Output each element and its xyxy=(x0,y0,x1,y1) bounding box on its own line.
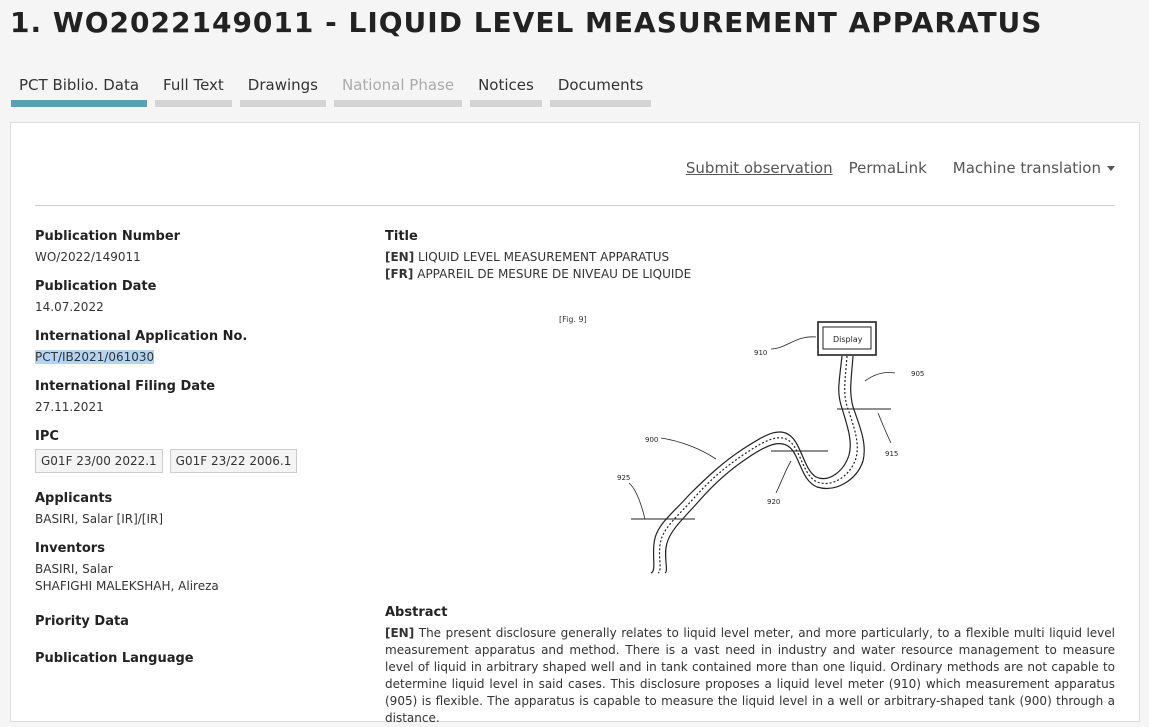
tab-full-text[interactable]: Full Text xyxy=(155,76,232,107)
applicants-label: Applicants xyxy=(35,491,113,506)
leader-905 xyxy=(865,372,895,381)
lang-tag-en: [EN] xyxy=(385,250,415,264)
title-section xyxy=(385,229,1115,283)
ipc-code-button[interactable]: G01F 23/00 2022.1 xyxy=(35,449,163,473)
patent-drawing-svg xyxy=(385,311,925,581)
leader-915 xyxy=(878,413,891,443)
tab-drawings[interactable]: Drawings xyxy=(240,76,326,107)
tab-bar xyxy=(11,76,659,107)
leader-900 xyxy=(661,438,716,459)
fig-label: [Fig. 9] xyxy=(559,315,587,324)
publication-language-label: Publication Language xyxy=(35,651,194,666)
abstract-section xyxy=(385,605,1115,727)
ref-910: 910 xyxy=(754,349,768,357)
priority-data-field xyxy=(35,614,355,629)
machine-translation-label: Machine translation xyxy=(952,159,1101,177)
filing-date-field xyxy=(35,379,355,416)
leader-920 xyxy=(776,461,791,493)
drawing-group xyxy=(617,322,924,573)
application-no-label: International Application No. xyxy=(35,329,248,344)
publication-date-field xyxy=(35,279,355,316)
tab-national-phase: National Phase xyxy=(334,76,462,107)
title-en-text: LIQUID LEVEL MEASUREMENT APPARATUS xyxy=(418,250,670,264)
toolbar xyxy=(686,159,1115,177)
inventors-field xyxy=(35,541,355,595)
publication-number-field xyxy=(35,229,355,266)
content-card xyxy=(10,122,1140,725)
applicants-field xyxy=(35,491,355,528)
publication-number-value: WO/2022/149011 xyxy=(35,250,141,264)
application-no-text[interactable]: PCT/IB2021/061030 xyxy=(35,350,155,364)
abstract-body: The present disclosure generally relates to liquid level meter, and more particularly, to a flexible multi liquid level measurement apparatus and method. There is a vast need in industry and water resource management to measure level of liquid in arbitrary shaped well and in tank contained more than one liquid. Ordinary methods are not capable to determine liquid level in said cases. This disclosure proposes a liquid level meter (910) which measurement apparatus (905) is flexible. The apparatus is capable to measure the liquid level in a well or arbitrary-shaped tank (900) through a distance. xyxy=(385,626,1115,725)
inventors-label: Inventors xyxy=(35,541,105,556)
permalink-link[interactable]: PermaLink xyxy=(848,159,927,177)
priority-data-label: Priority Data xyxy=(35,614,129,629)
ref-900: 900 xyxy=(645,436,659,444)
display-text: Display xyxy=(833,335,863,344)
title-fr-text: APPAREIL DE MESURE DE NIVEAU DE LIQUIDE xyxy=(417,267,692,281)
abstract-text xyxy=(385,625,1115,727)
abstract-lang-tag: [EN] xyxy=(385,626,415,640)
title-en xyxy=(385,249,1115,266)
ipc-list xyxy=(35,449,355,473)
publication-language-field xyxy=(35,651,355,666)
filing-date-value: 27.11.2021 xyxy=(35,400,104,414)
probe-dotted-line xyxy=(658,356,857,573)
title-fr xyxy=(385,266,1115,283)
inventor-name: SHAFIGHI MALEKSHAH, Alireza xyxy=(35,579,219,593)
ref-925: 925 xyxy=(617,474,631,482)
toolbar-divider xyxy=(35,205,1115,206)
publication-date-label: Publication Date xyxy=(35,279,157,294)
filing-date-label: International Filing Date xyxy=(35,379,216,394)
leader-925 xyxy=(629,483,645,519)
patent-drawing[interactable] xyxy=(385,311,925,581)
inventor-name: BASIRI, Salar xyxy=(35,562,113,576)
apparatus-outer-line xyxy=(651,356,850,573)
application-no-value[interactable] xyxy=(35,349,355,366)
abstract-label: Abstract xyxy=(385,605,448,620)
ipc-label: IPC xyxy=(35,429,59,444)
submit-observation-link[interactable]: Submit observation xyxy=(685,159,833,177)
applicants-value: BASIRI, Salar [IR]/[IR] xyxy=(35,512,164,526)
publication-number-label: Publication Number xyxy=(35,229,181,244)
page-title: 1. WO2022149011 - LIQUID LEVEL MEASUREMENT APPARATUS xyxy=(10,6,1043,39)
ipc-field xyxy=(35,429,355,473)
biblio-column xyxy=(35,229,355,679)
ref-915: 915 xyxy=(885,450,899,458)
ref-905: 905 xyxy=(911,370,925,378)
tab-pct-biblio-data[interactable]: PCT Biblio. Data xyxy=(11,76,147,107)
publication-date-value: 14.07.2022 xyxy=(35,300,104,314)
tab-documents[interactable]: Documents xyxy=(550,76,652,107)
leader-910 xyxy=(771,337,816,349)
machine-translation-dropdown[interactable] xyxy=(953,159,1115,177)
lang-tag-fr: [FR] xyxy=(385,267,414,281)
ipc-code-button[interactable]: G01F 23/22 2006.1 xyxy=(170,449,298,473)
title-label: Title xyxy=(385,229,418,244)
application-no-field xyxy=(35,329,355,366)
tab-notices[interactable]: Notices xyxy=(470,76,542,107)
apparatus-inner-line xyxy=(665,356,864,573)
caret-down-icon xyxy=(1107,166,1115,171)
ref-920: 920 xyxy=(767,498,781,506)
